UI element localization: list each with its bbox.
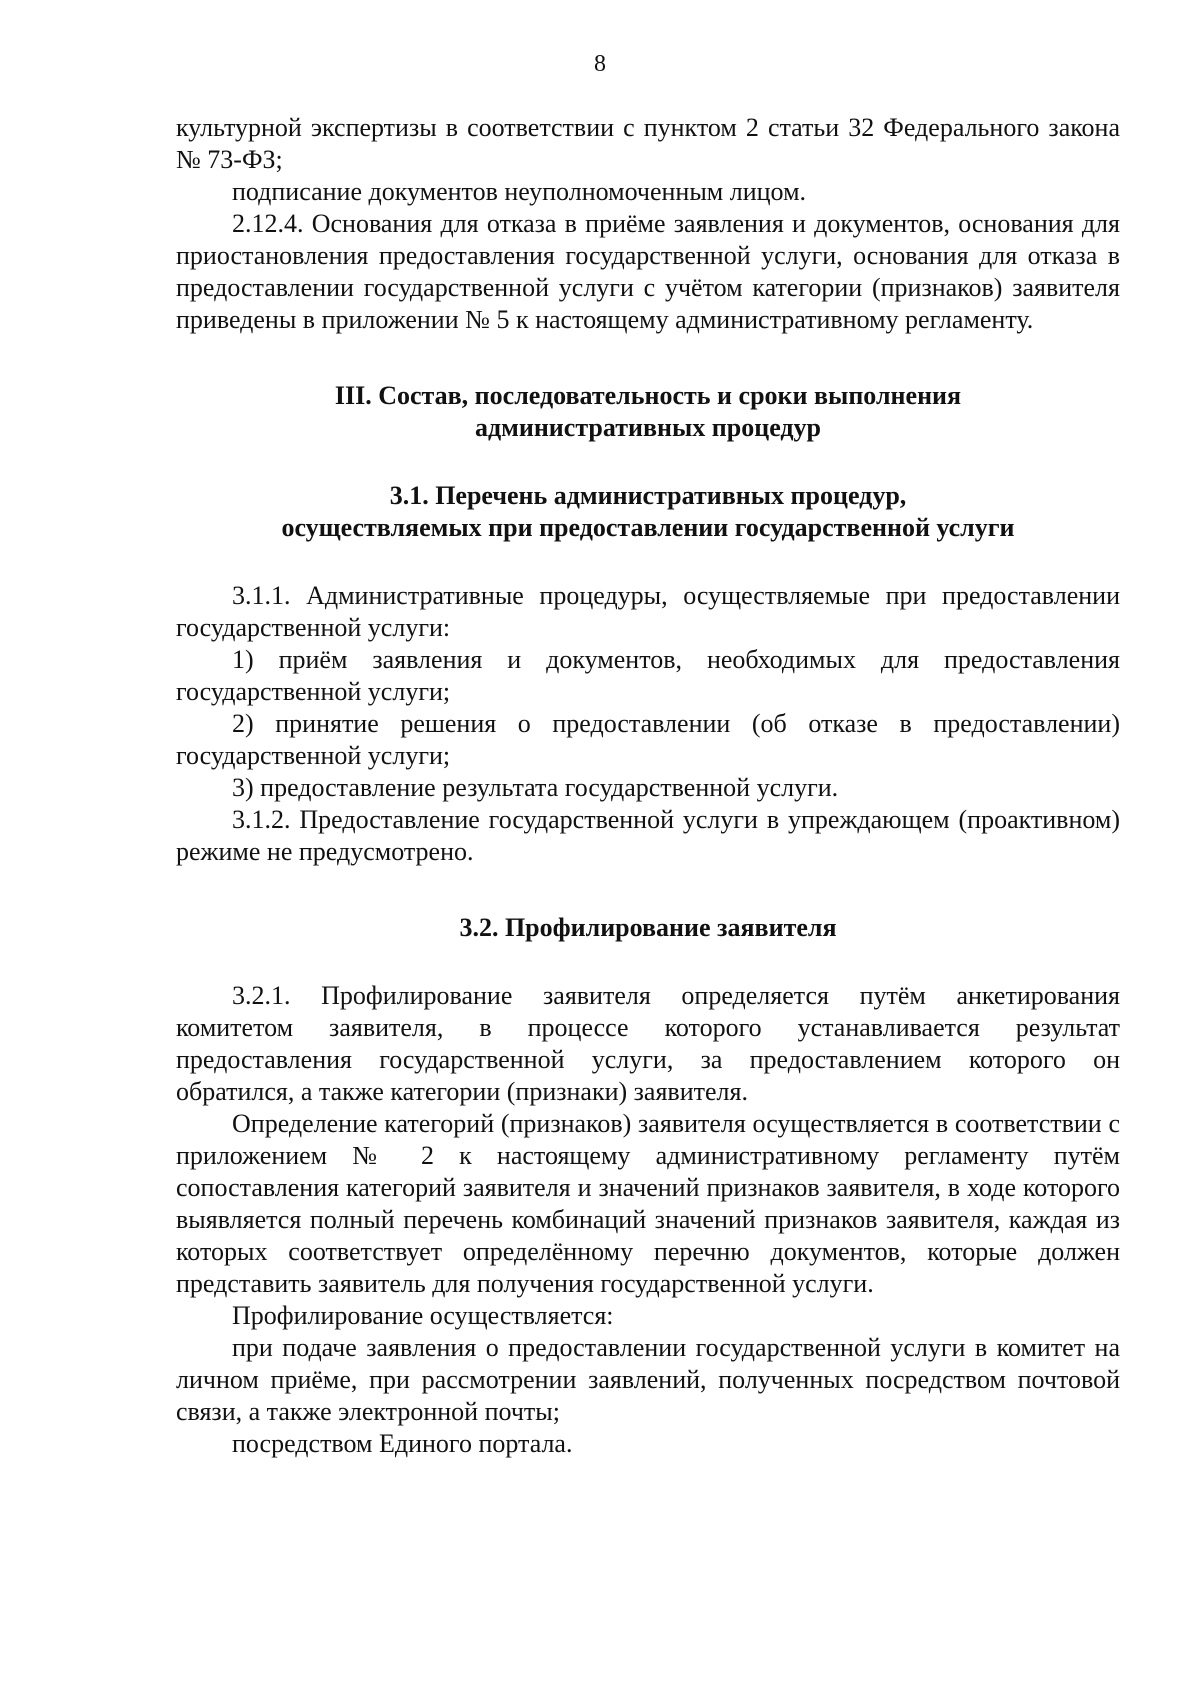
section-3-2-title: 3.2. Профилирование заявителя — [459, 913, 837, 942]
paragraph-3-2-1: 3.2.1. Профилирование заявителя определяется путём анкетирования комитетом заявителя, в процессе которого устанавливается результат предоставления государственной услуги, за предоставлением которого он обратился, а также категории (признаки) заявителя. — [176, 981, 1120, 1106]
paragraph-definition: Определение категорий (признаков) заявителя осуществляется в соответствии с приложением № 2 к настоящему административному регламенту путём сопоставления категорий заявителя и значений признаков заявителя, в ходе которого выявляется полный перечень комбинаций значений признаков заявителя, каждая из которых соответствует определённому перечню документов, которые должен представить заявитель для получения государственной услуги. — [176, 1109, 1120, 1298]
paragraph-profiling: Профилирование осуществляется: — [232, 1301, 614, 1330]
paragraph-3-1-1: 3.1.1. Административные процедуры, осуществляемые при предоставлении государственной услуги: — [176, 581, 1120, 642]
list-item-2: 2) принятие решения о предоставлении (об отказе в предоставлении) государственной услуги; — [176, 709, 1120, 770]
page-number: 8 — [594, 51, 606, 77]
list-item-1: 1) приём заявления и документов, необходимых для предоставления государственной услуги; — [176, 645, 1120, 706]
list-item-3: 3) предоставление результата государственной услуги. — [232, 773, 839, 802]
section-3-1-title-line2: осуществляемых при предоставлении государственной услуги — [281, 513, 1015, 542]
paragraph-2-12-4: 2.12.4. Основания для отказа в приёме заявления и документов, основания для приостановления предоставления государственной услуги, основания для отказа в предоставлении государственной услуги с учётом категории (признаков) заявителя приведены в приложении № 5 к настоящему административному регламенту. — [176, 209, 1120, 334]
paragraph-profiling-2: посредством Единого портала. — [232, 1429, 573, 1458]
section-3-title-line1: III. Состав, последовательность и сроки выполнения — [334, 381, 962, 410]
document-body — [176, 112, 1120, 1460]
paragraph-signing: подписание документов неуполномоченным лицом. — [232, 177, 807, 206]
section-3-title — [176, 380, 1120, 444]
section-3-title-line2: административных процедур — [474, 413, 822, 442]
paragraph-profiling-1: при подаче заявления о предоставлении государственной услуги в комитет на личном приёме, при рассмотрении заявлений, полученных посредством почтовой связи, а также электронной почты; — [176, 1333, 1120, 1426]
paragraph-intro-continuation: культурной экспертизы в соответствии с пунктом 2 статьи 32 Федерального закона № 73-ФЗ; — [176, 113, 1120, 174]
section-3-1-title-line1: 3.1. Перечень административных процедур, — [389, 481, 907, 510]
section-3-1-title — [176, 480, 1120, 544]
paragraph-3-1-2: 3.1.2. Предоставление государственной услуги в упреждающем (проактивном) режиме не предусмотрено. — [176, 805, 1120, 866]
